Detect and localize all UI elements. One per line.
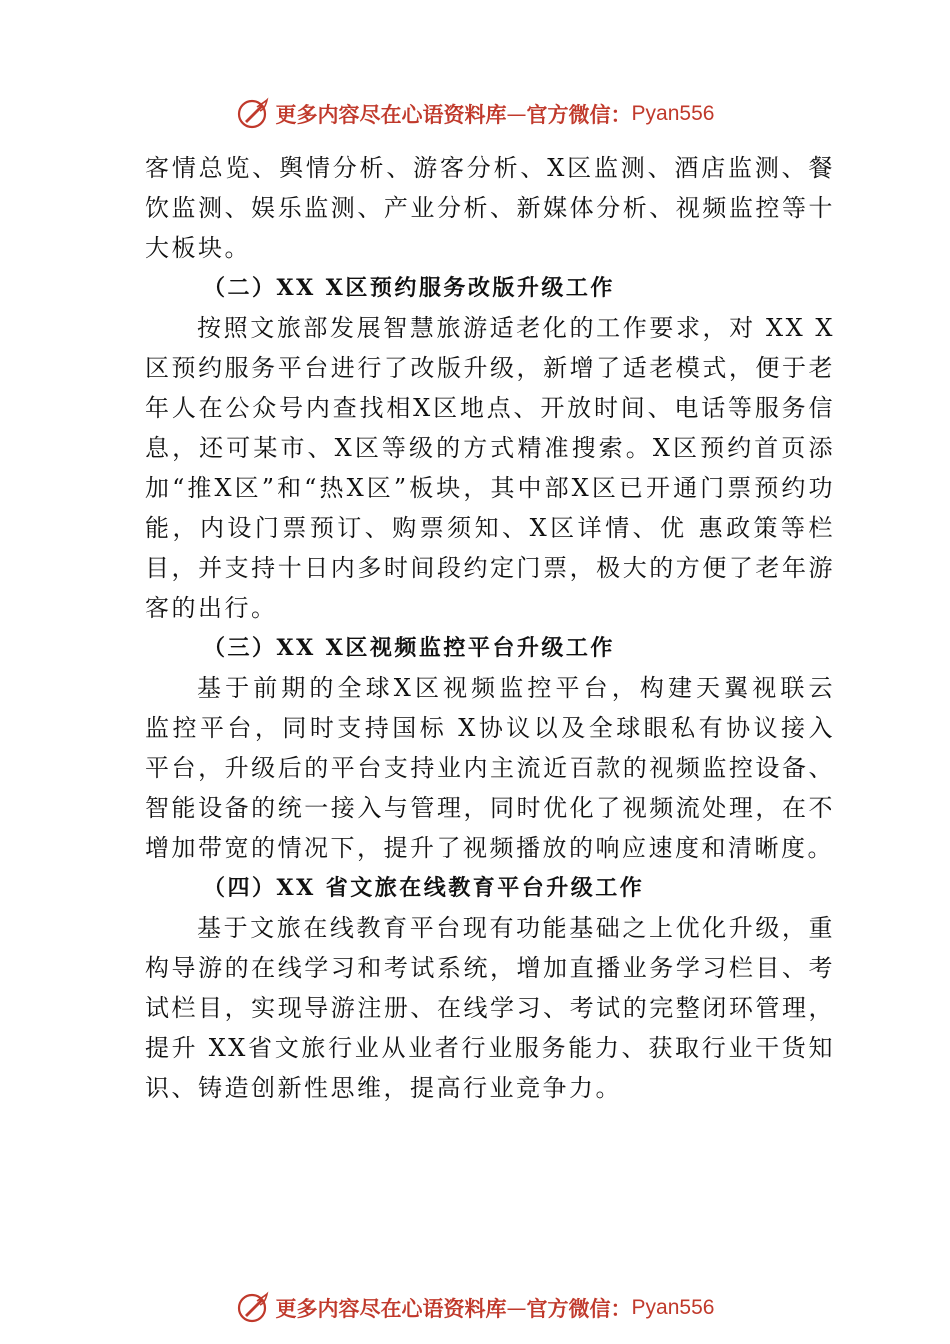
watermark-separator: — — [506, 102, 527, 126]
document-body — [145, 148, 835, 1108]
watermark-separator: — — [506, 1296, 527, 1320]
watermark-main-text: 更多内容尽在心语资料库 — [275, 102, 507, 127]
section-heading-3: （三）XX X区视频监控平台升级工作 — [203, 635, 615, 661]
watermark-contact-id: Pyan556 — [631, 1296, 715, 1319]
watermark-contact-label: 官方微信： — [526, 102, 632, 127]
paragraph-section-4: 基于文旅在线教育平台现有功能基础之上优化升级，重构导游的在线学习和考试系统，增加直播业务学习栏目、考试栏目，实现导游注册、在线学习、考试的完整闭环管理， 提升 XX省文旅行业从业者行业服务能力、获取行业干货知识、铸造创新性思维，提高行业竞争力。 — [145, 914, 835, 1102]
paragraph-continued: 客情总览、舆情分析、游客分析、X区监测、酒店监测、餐饮监测、娱乐监测、产业分析、新媒体分析、视频监控等十大板块。 — [145, 154, 835, 262]
watermark-banner-bottom — [0, 1288, 950, 1328]
paragraph-section-3: 基于前期的全球X区视频监控平台，构建天翼视联云 监控平台，同时支持国标 X协议以及全球眼私有协议接入平台，升级后的平台支持业内主流近百款的视频监控设备、智能设备的统一接入与管理，同时优化了视频流处理，在不增加带宽的情况下，提升了视频播放的响应速度和清晰度。 — [145, 674, 835, 862]
watermark-banner-top — [0, 94, 950, 134]
watermark-contact-label: 官方微信： — [526, 1296, 632, 1321]
watermark-main-text: 更多内容尽在心语资料库 — [275, 1296, 507, 1321]
section-heading-2: （二）XX X区预约服务改版升级工作 — [203, 275, 615, 301]
paragraph-section-2: 按照文旅部发展智慧旅游适老化的工作要求，对 XX X区预约服务平台进行了改版升级，新增了适老模式，便于老年人在公众号内查找相X区地点、开放时间、电话等服务信息，还可某市、X区等级的方式精准搜索。X区预约首页添加“推X区”和“热X区”板块，其中部X区已开通门票预约功能，内设门票预订、购票须知、X区详情、优 惠政策等栏目，并支持十日内多时间段约定门票，极大的方便了老年游客的出行。 — [145, 314, 835, 622]
watermark-contact-id: Pyan556 — [631, 102, 715, 125]
quill-logo-icon — [236, 1291, 270, 1325]
quill-logo-icon — [236, 97, 270, 131]
section-heading-4: （四）XX 省文旅在线教育平台升级工作 — [203, 875, 645, 901]
